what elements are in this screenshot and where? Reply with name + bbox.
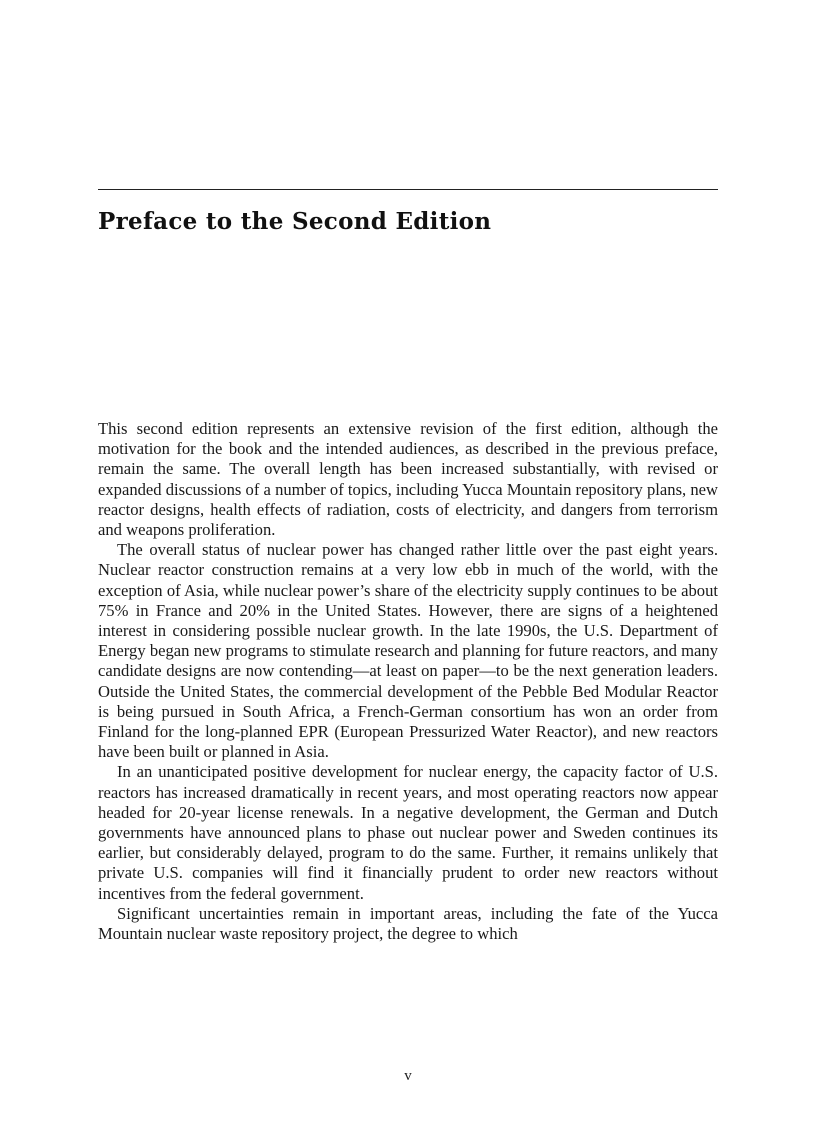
paragraph-3: In an unanticipated positive development for nuclear energy, the capacity factor of U.S. reactors has increased dramatically in recent years, and most operating reactors now appear headed for 20-year license renewals. In a negative development, the German and Dutch governments have announced plans to phase out nuclear power and Sweden continues its earlier, but considerably delayed, program to do the same. Further, it remains unlikely that private U.S. companies will find it financially prudent to order new reactors without incentives from the federal government. bbox=[98, 762, 718, 903]
chapter-top-rule bbox=[98, 189, 718, 190]
paragraph-4: Significant uncertainties remain in important areas, including the fate of the Yucca Mountain nuclear waste repository project, the degree to which bbox=[98, 903, 718, 944]
paragraph-2: The overall status of nuclear power has changed rather little over the past eight years. Nuclear reactor construction remains at a very low ebb in much of the world, with the exception of Asia, while nuclear power’s share of the electricity supply continues to be about 75% in France and 20% in the United States. However, there are signs of a heightened interest in considering possible nuclear growth. In the late 1990s, the U.S. Department of Energy began new programs to stimulate research and planning for future reactors, and many candidate designs are now contending—at least on paper—to be the next generation leaders. Outside the United States, the commercial development of the Pebble Bed Modular Reactor is being pursued in South Africa, a French-German consortium has won an order from Finland for the long-planned EPR (European Pressurized Water Reactor), and new reactors have been built or planned in Asia. bbox=[98, 540, 718, 762]
chapter-title: Preface to the Second Edition bbox=[98, 208, 492, 235]
paragraph-1: This second edition represents an extensive revision of the first edition, although the motivation for the book and the intended audiences, as described in the previous preface, remain the same. The overall length has been increased substantially, with revised or expanded discussions of a number of topics, including Yucca Mountain repository plans, new reactor designs, health effects of radiation, costs of electricity, and dangers from terrorism and weapons proliferation. bbox=[98, 419, 718, 540]
preface-body bbox=[98, 419, 718, 944]
page-number: v bbox=[404, 1068, 412, 1084]
